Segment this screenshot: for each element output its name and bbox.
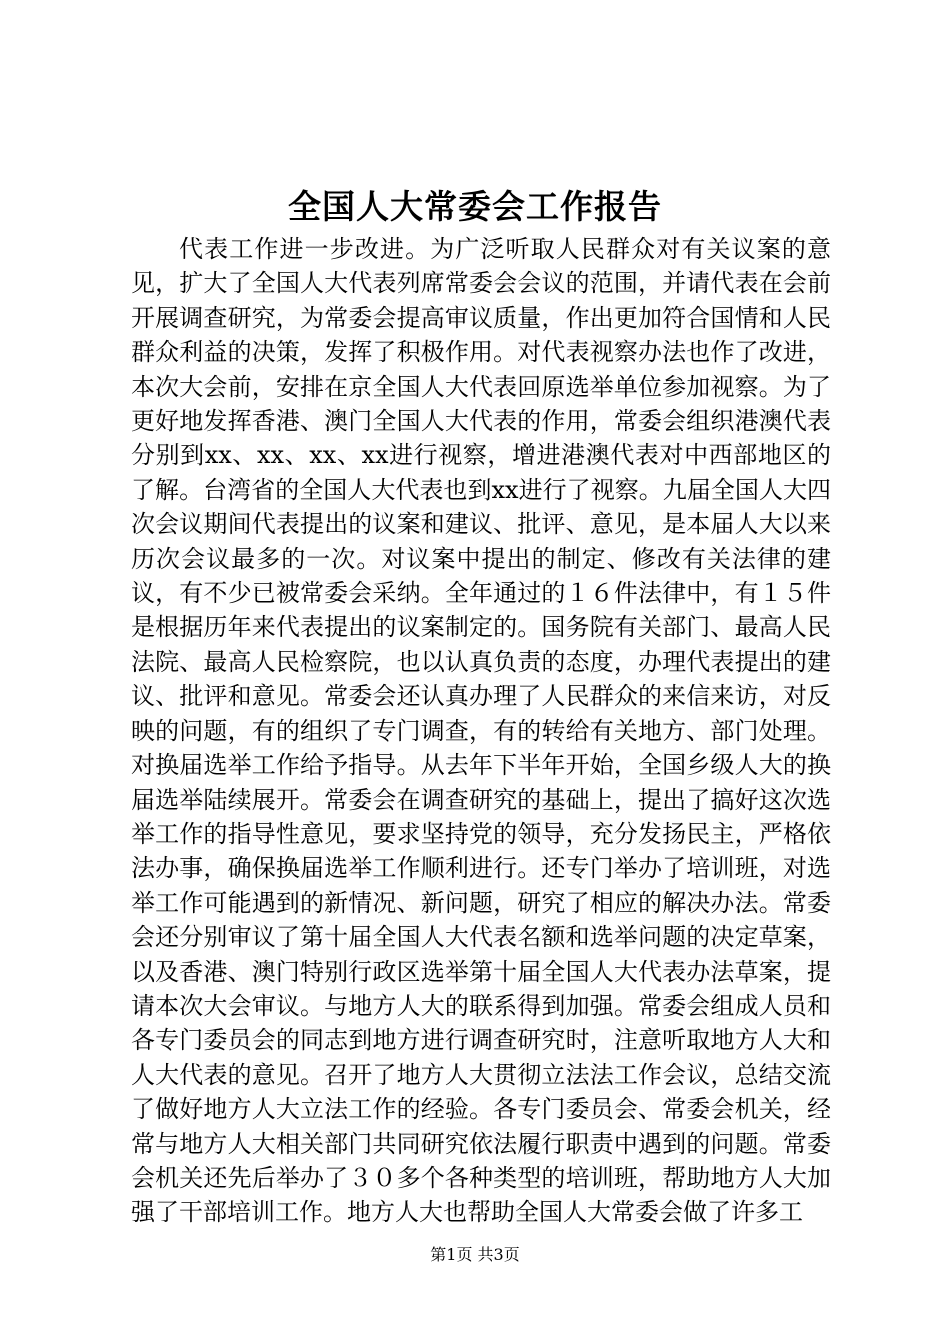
document-title: 全国人大常委会工作报告 [288,187,662,226]
page-footer-page-number: 第1页 共3页 [430,1245,520,1264]
document-body-paragraph: 代表工作进一步改进。为广泛听取人民群众对有关议案的意见，扩大了全国人大代表列席常委会会议的范围，并请代表在会前开展调查研究，为常委会提高审议质量，作出更加符合国情和人民群众利益的决策，发挥了积极作用。对代表视察办法也作了改进，本次大会前，安排在京全国人大代表回原选举单位参加视察。为了更好地发挥香港、澳门全国人大代表的作用，常委会组织港澳代表分别到xx、xx、xx、xx进行视察，增进港澳代表对中西部地区的了解。台湾省的全国人大代表也到xx进行了视察。九届全国人大四次会议期间代表提出的议案和建议、批评、意见，是本届人大以来历次会议最多的一次。对议案中提出的制定、修改有关法律的建议，有不少已被常委会采纳。全年通过的１６件法律中，有１５件是根据历年来代表提出的议案制定的。国务院有关部门、最高人民法院、最高人民检察院，也以认真负责的态度，办理代表提出的建议、批评和意见。常委会还认真办理了人民群众的来信来访，对反映的问题，有的组织了专门调查，有的转给有关地方、部门处理。对换届选举工作给予指导。从去年下半年开始，全国乡级人大的换届选举陆续展开。常委会在调查研究的基础上，提出了搞好这次选举工作的指导性意见，要求坚持党的领导，充分发扬民主，严格依法办事，确保换届选举工作顺利进行。还专门举办了培训班，对选举工作可能遇到的新情况、新问题，研究了相应的解决办法。常委会还分别审议了第十届全国人大代表名额和选举问题的决定草案，以及香港、澳门特别行政区选举第十届全国人大代表办法草案，提请本次大会审议。与地方人大的联系得到加强。常委会组成人员和各专门委员会的同志到地方进行调查研究时，注意听取地方人大和人大代表的意见。召开了地方人大贯彻立法法工作会议，总结交流了做好地方人大立法工作的经验。各专门委员会、常委会机关，经常与地方人大相关部门共同研究依法履行职责中遇到的问题。常委会机关还先后举办了３０多个各种类型的培训班，帮助地方人大加强了干部培训工作。地方人大也帮助全国人大常委会做了许多工 [131,235,831,1227]
